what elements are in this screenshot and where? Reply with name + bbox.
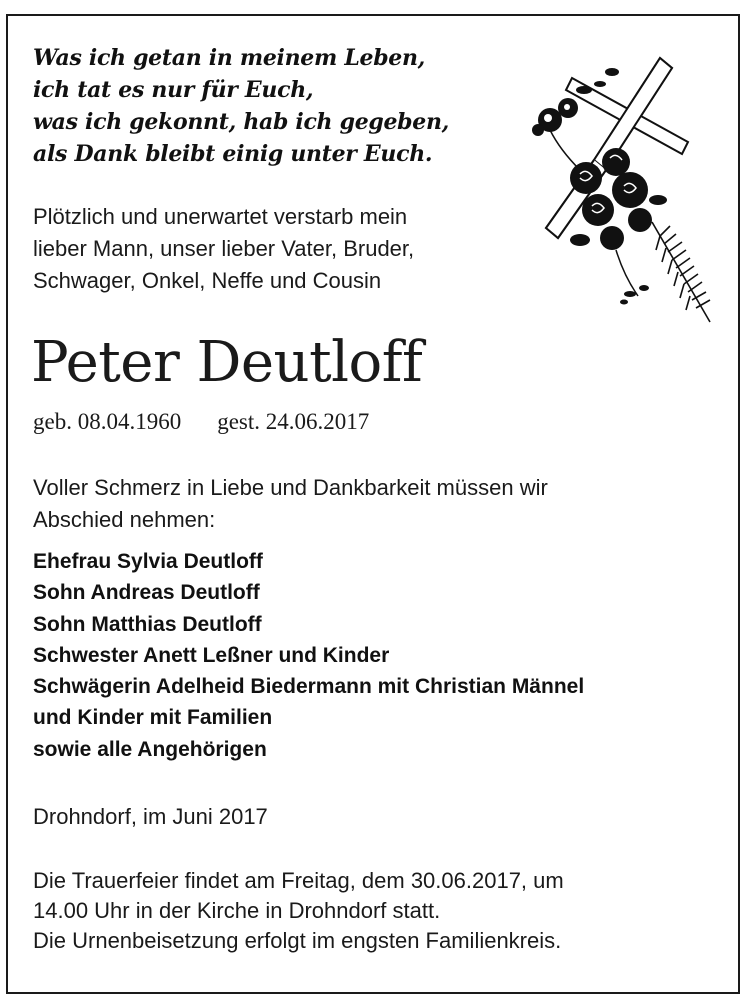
poem-line: ich tat es nur für Euch, bbox=[33, 77, 314, 103]
farewell-line: Abschied nehmen: bbox=[33, 507, 216, 532]
poem bbox=[33, 42, 449, 170]
poem-line: was ich gekonnt, hab ich gegeben, bbox=[33, 109, 450, 135]
poem-line: Was ich getan in meinem Leben, bbox=[33, 45, 426, 71]
mourner-item: Ehefrau Sylvia Deutloff bbox=[33, 550, 263, 573]
life-dates bbox=[33, 406, 369, 438]
death-date: gest. 24.06.2017 bbox=[217, 409, 370, 434]
funeral-line: 14.00 Uhr in der Kirche in Drohndorf statt. bbox=[33, 898, 441, 923]
mourner-item: sowie alle Angehörigen bbox=[33, 737, 267, 761]
intro-text bbox=[33, 201, 414, 297]
farewell-text bbox=[33, 472, 548, 536]
intro-line: Plötzlich und unerwartet verstarb mein bbox=[33, 204, 408, 229]
mourner-item: Sohn Andreas Deutloff bbox=[33, 581, 260, 605]
mourner-item: Schwägerin Adelheid Biedermann mit Christian Männel bbox=[33, 675, 585, 699]
mourner-item: Sohn Matthias Deutloff bbox=[33, 612, 262, 636]
poem-line: als Dank bleibt einig unter Euch. bbox=[33, 141, 433, 167]
funeral-line: Die Urnenbeisetzung erfolgt im engsten Familienkreis. bbox=[33, 928, 562, 953]
funeral-line: Die Trauerfeier findet am Freitag, dem 30.06.2017, um bbox=[33, 868, 564, 893]
intro-line: Schwager, Onkel, Neffe und Cousin bbox=[33, 268, 382, 293]
cross-with-roses-icon bbox=[520, 50, 720, 330]
mourners-list bbox=[33, 546, 584, 765]
funeral-info bbox=[33, 866, 564, 956]
birth-date: geb. 08.04.1960 bbox=[33, 409, 182, 434]
farewell-line: Voller Schmerz in Liebe und Dankbarkeit müssen wir bbox=[33, 475, 548, 500]
mourner-item: und Kinder mit Familien bbox=[33, 706, 273, 730]
place-date: Drohndorf, im Juni 2017 bbox=[33, 804, 268, 829]
mourner-item: Schwester Anett Leßner und Kinder bbox=[33, 643, 390, 667]
deceased-name: Peter Deutloff bbox=[31, 330, 423, 395]
intro-line: lieber Mann, unser lieber Vater, Bruder, bbox=[33, 236, 415, 261]
